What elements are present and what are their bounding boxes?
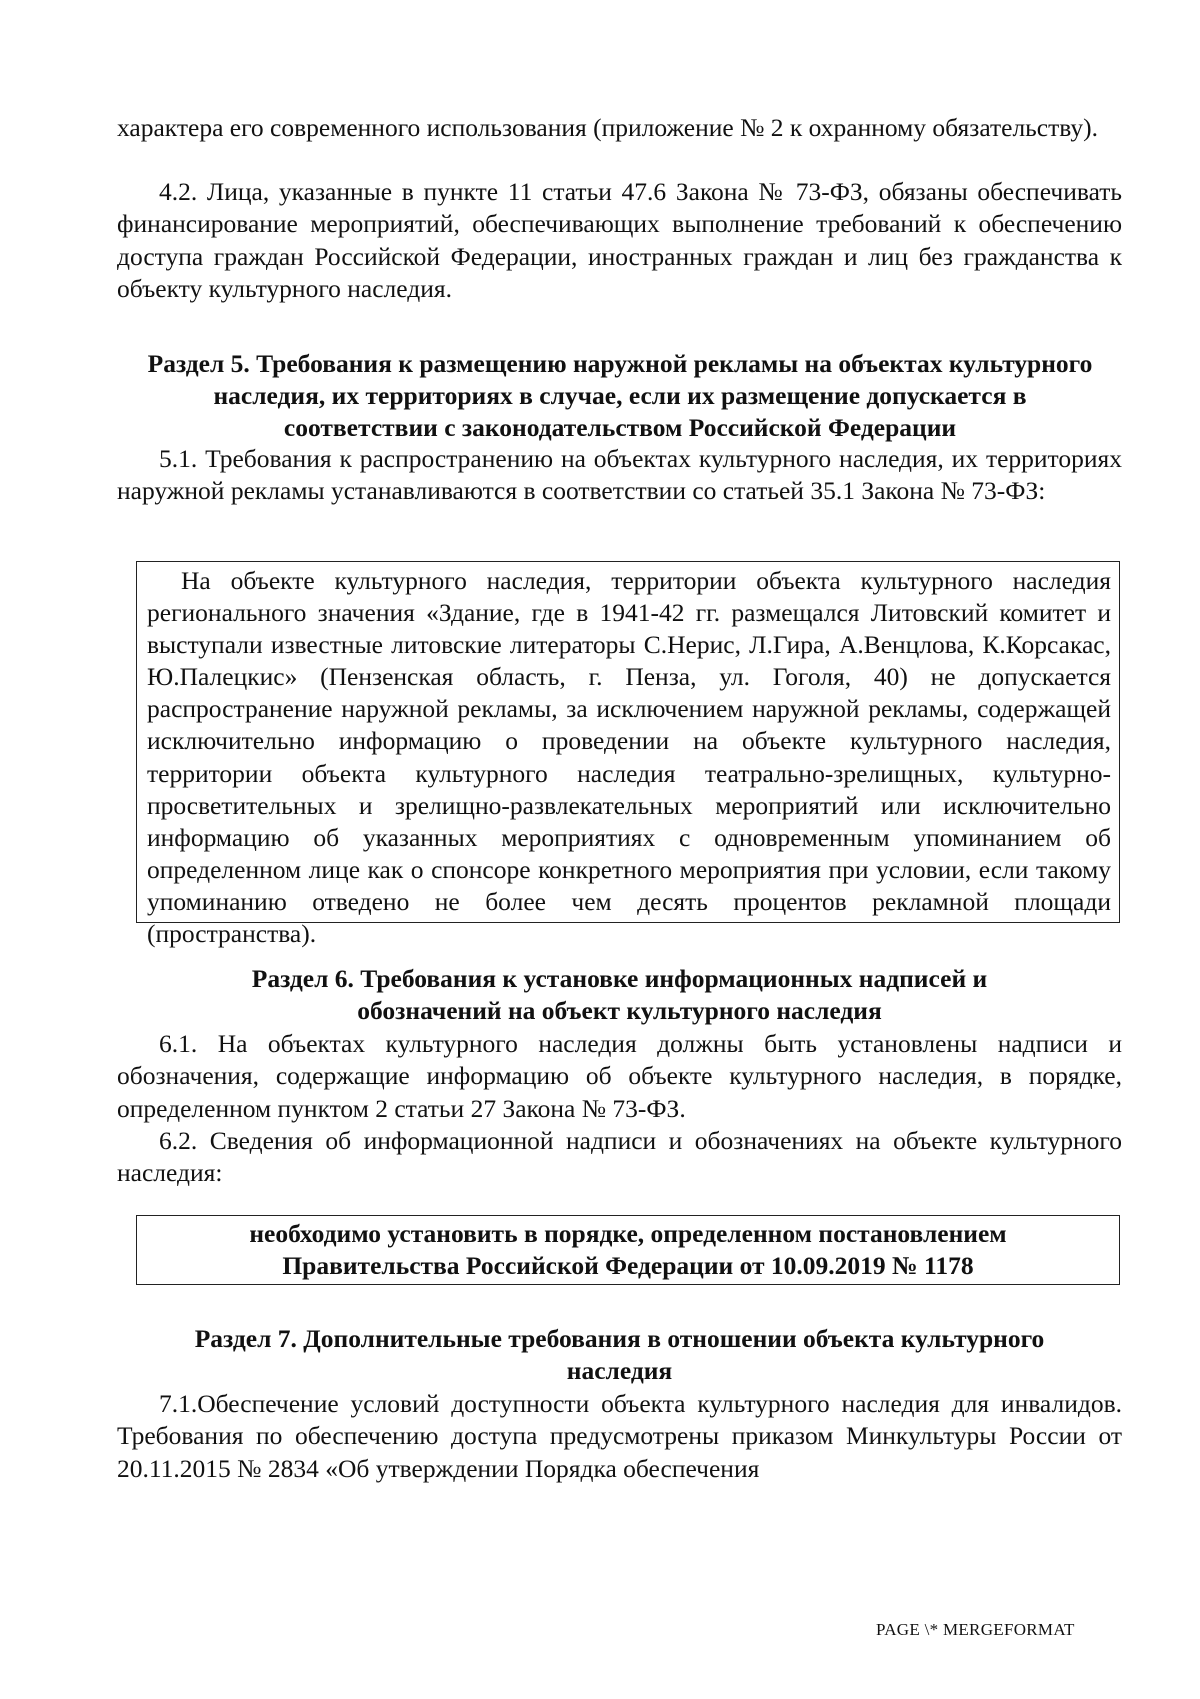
page-footer-field: PAGE \* MERGEFORMAT bbox=[876, 1620, 1075, 1639]
inscription-requirements-text bbox=[137, 1218, 1119, 1282]
inscription-line2: Правительства Российской Федерации от 10.09.2019 № 1178 bbox=[282, 1251, 974, 1280]
section-7-heading-line1: Раздел 7. Дополнительные требования в отношении объекта культурного bbox=[194, 1324, 1045, 1353]
section-6-heading-line1: Раздел 6. Требования к установке информационных надписей и bbox=[251, 964, 988, 993]
paragraph-4-2: 4.2. Лица, указанные в пункте 11 статьи 47.6 Закона № 73-ФЗ, обязаны обеспечивать финансирование мероприятий, обеспечивающих выполнение требований к обеспечению доступа граждан Российской Федерации, иностранных граждан и лиц без гражданства к объекту культурного наследия. bbox=[117, 177, 1122, 304]
section-6-heading bbox=[117, 963, 1122, 1027]
section-6-heading-line2: обозначений на объект культурного наследия bbox=[357, 996, 882, 1025]
paragraph-6-1: 6.1. На объектах культурного наследия должны быть установлены надписи и обозначения, содержащие информацию об объекте культурного наследия, в порядке, определенном пунктом 2 статьи 27 Закона № 73-ФЗ. bbox=[117, 1029, 1122, 1123]
section-5-heading: Раздел 5. Требования к размещению наружной рекламы на объектах культурного наследия, их территориях в случае, если их размещение допускается в соответствии с законодательством Российской Федерации bbox=[147, 349, 1093, 442]
paragraph-6-2: 6.2. Сведения об информационной надписи и обозначениях на объекте культурного наследия: bbox=[117, 1126, 1122, 1188]
paragraph-7-1: 7.1.Обеспечение условий доступности объекта культурного наследия для инвалидов. Требования по обеспечению доступа предусмотрены приказом Минкультуры России от 20.11.2015 № 2834 «Об утверждении Порядка обеспечения bbox=[117, 1389, 1122, 1483]
advertising-requirements-box bbox=[136, 561, 1120, 949]
paragraph-5-1: 5.1. Требования к распространению на объектах культурного наследия, их территориях наружной рекламы устанавливаются в соответствии со статьей 35.1 Закона № 73-ФЗ: bbox=[117, 444, 1122, 506]
inscription-line1: необходимо установить в порядке, определенном постановлением bbox=[249, 1219, 1007, 1248]
advertising-requirements-text: На объекте культурного наследия, территории объекта культурного наследия регионального значения «Здание, где в 1941-42 гг. размещался Литовский комитет и выступали известные литовские литераторы С.Нерис, Л.Гира, А.Венцлова, К.Корсакас, Ю.Палецкис» (Пензенская область, г. Пенза, ул. Гоголя, 40) не допускается распространение наружной рекламы, за исключением наружной рекламы, содержащей исключительно информацию о проведении на объекте культурного наследия, территории объекта культурного наследия театрально-зрелищных, культурно-просветительных и зрелищно-развлекательных мероприятий или исключительно информацию об указанных мероприятиях с одновременным упоминанием об определенном лице как о спонсоре конкретного мероприятия при условии, если такому упоминанию отведено не более чем десять процентов рекламной площади (пространства). bbox=[147, 566, 1111, 949]
section-7-heading-line2: наследия bbox=[566, 1356, 673, 1385]
inscription-requirements-box bbox=[136, 1215, 1120, 1285]
paragraph-continuation: характера его современного использования (приложение № 2 к охранному обязательству). bbox=[117, 113, 1099, 142]
section-7-heading bbox=[117, 1323, 1122, 1387]
